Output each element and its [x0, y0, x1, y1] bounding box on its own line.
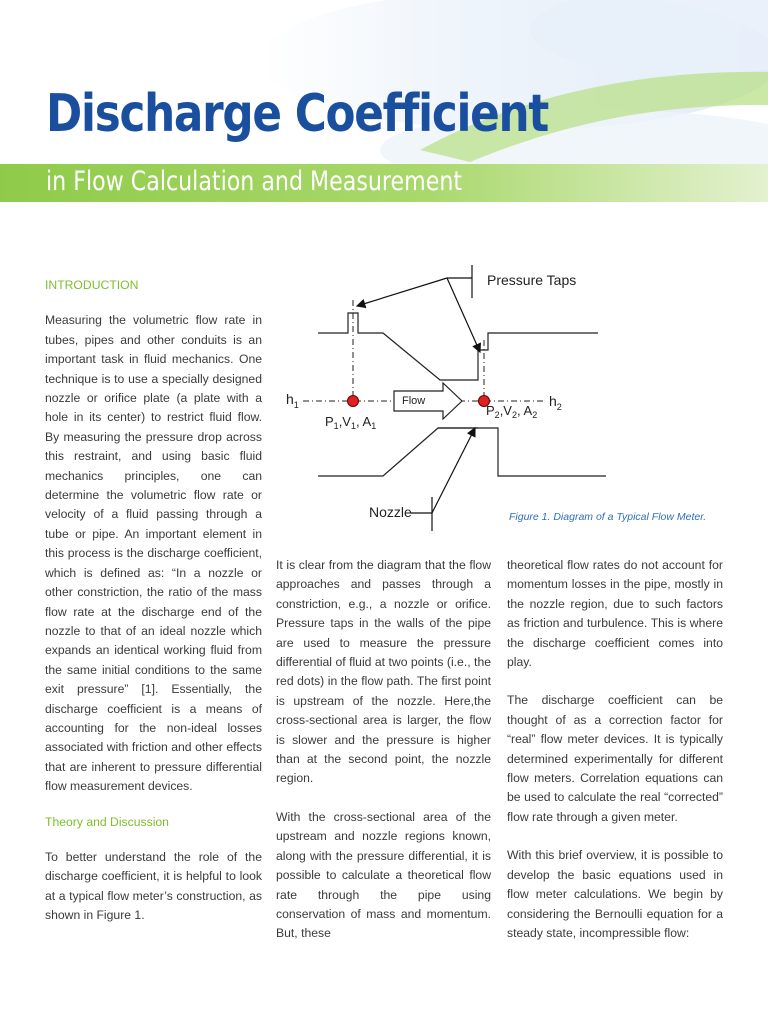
column-2	[276, 556, 491, 944]
column-3	[507, 556, 723, 943]
point-2-label: $P_2,V_2$, $A_2$	[486, 403, 538, 420]
document-title: Discharge Coefficient	[46, 84, 549, 144]
nozzle-arrow	[432, 428, 475, 513]
pipe-lower-wall	[318, 428, 606, 476]
flow-label: Flow	[402, 395, 426, 407]
theory-paragraph-6: With this brief overview, it is possible to develop the basic equations used in flow meter calculations. We begin by considering the Bernoulli equation for a steady state, incompressible flow:	[507, 848, 723, 940]
theory-paragraph-5: The discharge coefficient can be thought of as a correction factor for “real” flow meter devices. It is typically determined experimentally for different flow meters. Correlation equations can be used to calculate the real “corrected” flow rate through a given meter.	[507, 693, 723, 824]
theory-paragraph-1: To better understand the role of the discharge coefficient, it is helpful to look at a typical flow meter’s construction, as shown in Figure 1.	[45, 849, 262, 923]
nozzle-label: Nozzle	[369, 504, 412, 520]
theory-paragraph-4: theoretical flow rates do not account for momentum losses in the pipe, mostly in the nozzle region, due to such factors as friction and turbulence. This is where the discharge coefficient comes into play.	[507, 558, 723, 670]
column-1	[45, 276, 262, 926]
pressure-tap-arrow-1	[357, 278, 447, 306]
introduction-heading: INTRODUCTION	[45, 278, 139, 292]
pressure-point-1	[348, 396, 359, 407]
point-1-label: $P_1,V_1$, $A_1$	[325, 414, 377, 431]
pressure-tap-arrow-2	[447, 278, 480, 352]
document-subtitle: in Flow Calculation and Measurement	[46, 166, 463, 197]
pressure-taps-label: Pressure Taps	[487, 272, 577, 288]
flow-meter-diagram	[280, 262, 720, 542]
introduction-body: Measuring the volumetric flow rate in tubes, pipes and other conduits is an important task in fluid mechanics. One technique is to use a specially designed nozzle or orifice plate (a plate with a hole in its center) to restrict fluid flow. By measuring the pressure drop across this restraint, and using basic fluid mechanics principles, one can determine the volumetric flow rate or velocity of a fluid passing through a tube or pipe. An important element in this process is the discharge coefficient, which is defined as: “In a nozzle or other constriction, the ratio of the mass flow rate at the discharge end of the nozzle to that of an ideal nozzle which expands an identical working fluid from the same initial conditions to the same exit pressure” [1]. Essentially, the discharge coefficient is a means of accounting for the non-ideal losses associated with friction and other effects that are inherent to pressure differential flow measurement devices.	[45, 313, 262, 794]
theory-paragraph-3: With the cross-sectional area of the upstream and nozzle regions known, along with the pressure differential, it is possible to calculate a theoretical flow rate through the pipe using conservation of mass and momentum. But, these	[276, 809, 491, 941]
pipe-upper-wall	[318, 313, 598, 380]
h2-label: $h_2$	[549, 393, 562, 412]
theory-heading: Theory and Discussion	[45, 814, 169, 829]
figure-caption: Figure 1. Diagram of a Typical Flow Meter.	[509, 511, 707, 523]
h1-label: $h_1$	[286, 391, 299, 410]
theory-paragraph-2: It is clear from the diagram that the flow approaches and passes through a constriction, e.g., a nozzle or orifice. Pressure taps in the walls of the pipe are used to measure the pressure differential of fluid at two points (i.e., the red dots) in the flow path. The first point is upstream of the nozzle. Here,the cross-sectional area is larger, the flow is slower and the pressure is higher than at the second point, the nozzle region.	[276, 558, 491, 786]
